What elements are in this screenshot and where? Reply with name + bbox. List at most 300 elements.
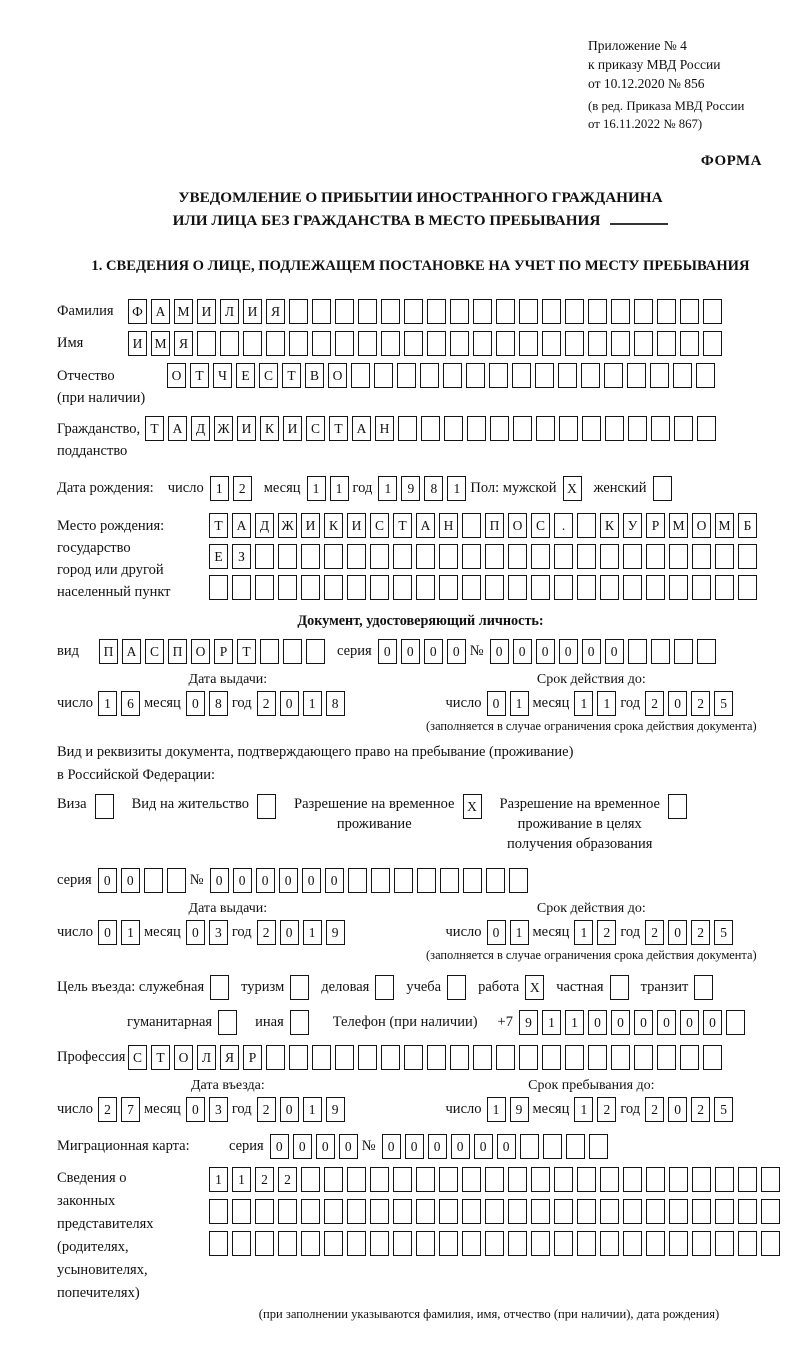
char-cell[interactable] (577, 1167, 596, 1192)
char-cell[interactable]: Р (243, 1045, 262, 1070)
iddoc-issue-day-cells[interactable] (98, 691, 144, 716)
char-cell[interactable] (312, 331, 331, 356)
char-cell[interactable] (657, 331, 676, 356)
char-cell[interactable] (463, 868, 482, 893)
char-cell[interactable] (447, 975, 466, 1000)
char-cell[interactable] (485, 1199, 504, 1224)
char-cell[interactable]: А (151, 299, 170, 324)
birthplace-cells-2[interactable] (209, 544, 761, 569)
char-cell[interactable] (427, 299, 446, 324)
permit-issue-year-cells[interactable] (257, 920, 349, 945)
sex-female-checkbox[interactable] (653, 476, 676, 501)
iddoc-valid-day-cells[interactable] (487, 691, 533, 716)
char-cell[interactable] (531, 1199, 550, 1224)
char-cell[interactable] (397, 363, 416, 388)
char-cell[interactable] (218, 1010, 237, 1035)
char-cell[interactable] (559, 416, 578, 441)
char-cell[interactable] (611, 299, 630, 324)
char-cell[interactable] (462, 513, 481, 538)
char-cell[interactable]: 9 (326, 1097, 345, 1122)
char-cell[interactable]: 2 (257, 920, 276, 945)
char-cell[interactable] (627, 363, 646, 388)
char-cell[interactable] (694, 975, 713, 1000)
char-cell[interactable]: С (259, 363, 278, 388)
char-cell[interactable]: Т (393, 513, 412, 538)
char-cell[interactable] (324, 1199, 343, 1224)
char-cell[interactable]: 2 (597, 1097, 616, 1122)
char-cell[interactable]: 2 (691, 1097, 710, 1122)
char-cell[interactable] (255, 1199, 274, 1224)
phone-cells[interactable] (519, 1010, 749, 1035)
char-cell[interactable] (558, 363, 577, 388)
permit-number-cells[interactable] (210, 868, 532, 893)
char-cell[interactable] (301, 1231, 320, 1256)
char-cell[interactable]: Д (255, 513, 274, 538)
char-cell[interactable] (416, 1199, 435, 1224)
char-cell[interactable] (577, 1231, 596, 1256)
char-cell[interactable] (577, 575, 596, 600)
char-cell[interactable]: 2 (98, 1097, 117, 1122)
char-cell[interactable]: 0 (474, 1134, 493, 1159)
char-cell[interactable]: Т (282, 363, 301, 388)
purpose-other-checkbox[interactable] (290, 1010, 313, 1035)
char-cell[interactable]: Л (197, 1045, 216, 1070)
char-cell[interactable] (370, 1167, 389, 1192)
char-cell[interactable]: 0 (280, 920, 299, 945)
char-cell[interactable] (577, 544, 596, 569)
char-cell[interactable] (393, 1231, 412, 1256)
char-cell[interactable] (220, 331, 239, 356)
char-cell[interactable]: 5 (714, 1097, 733, 1122)
surname-cells[interactable] (128, 299, 726, 324)
char-cell[interactable] (600, 1199, 619, 1224)
char-cell[interactable] (440, 868, 459, 893)
char-cell[interactable] (646, 1199, 665, 1224)
char-cell[interactable] (278, 575, 297, 600)
char-cell[interactable] (577, 1199, 596, 1224)
char-cell[interactable]: 2 (597, 920, 616, 945)
char-cell[interactable] (697, 416, 716, 441)
char-cell[interactable]: 0 (668, 920, 687, 945)
char-cell[interactable]: Н (375, 416, 394, 441)
char-cell[interactable] (668, 794, 687, 819)
char-cell[interactable] (370, 575, 389, 600)
char-cell[interactable]: Р (214, 639, 233, 664)
char-cell[interactable]: Л (220, 299, 239, 324)
char-cell[interactable]: Т (151, 1045, 170, 1070)
char-cell[interactable]: Б (738, 513, 757, 538)
char-cell[interactable]: 0 (121, 868, 140, 893)
char-cell[interactable] (381, 331, 400, 356)
char-cell[interactable] (508, 575, 527, 600)
birth-day-cells[interactable] (210, 476, 256, 501)
char-cell[interactable] (210, 975, 229, 1000)
char-cell[interactable] (623, 1231, 642, 1256)
permit-series-cells[interactable] (98, 868, 190, 893)
char-cell[interactable]: Т (190, 363, 209, 388)
char-cell[interactable] (646, 1231, 665, 1256)
char-cell[interactable]: С (145, 639, 164, 664)
char-cell[interactable] (381, 299, 400, 324)
purpose-official-checkbox[interactable] (210, 975, 233, 1000)
char-cell[interactable]: 9 (510, 1097, 529, 1122)
char-cell[interactable] (531, 1231, 550, 1256)
char-cell[interactable] (508, 1199, 527, 1224)
char-cell[interactable] (358, 299, 377, 324)
char-cell[interactable] (312, 1045, 331, 1070)
char-cell[interactable] (669, 1231, 688, 1256)
char-cell[interactable] (623, 1167, 642, 1192)
char-cell[interactable] (738, 544, 757, 569)
char-cell[interactable]: 1 (510, 920, 529, 945)
char-cell[interactable]: 1 (565, 1010, 584, 1035)
char-cell[interactable] (278, 1199, 297, 1224)
char-cell[interactable]: О (174, 1045, 193, 1070)
char-cell[interactable] (605, 416, 624, 441)
char-cell[interactable]: 0 (98, 920, 117, 945)
char-cell[interactable]: 0 (611, 1010, 630, 1035)
char-cell[interactable] (646, 544, 665, 569)
profession-cells[interactable] (128, 1045, 726, 1070)
char-cell[interactable]: К (324, 513, 343, 538)
entry-year-cells[interactable] (257, 1097, 349, 1122)
char-cell[interactable]: 0 (424, 639, 443, 664)
char-cell[interactable]: 0 (280, 1097, 299, 1122)
char-cell[interactable] (738, 1231, 757, 1256)
char-cell[interactable] (144, 868, 163, 893)
char-cell[interactable] (651, 639, 670, 664)
char-cell[interactable] (358, 1045, 377, 1070)
char-cell[interactable] (444, 416, 463, 441)
char-cell[interactable]: 0 (280, 691, 299, 716)
char-cell[interactable]: А (352, 416, 371, 441)
char-cell[interactable]: П (168, 639, 187, 664)
char-cell[interactable]: И (347, 513, 366, 538)
char-cell[interactable]: Т (237, 639, 256, 664)
char-cell[interactable] (542, 299, 561, 324)
char-cell[interactable]: 3 (209, 920, 228, 945)
char-cell[interactable] (692, 1167, 711, 1192)
char-cell[interactable] (703, 331, 722, 356)
char-cell[interactable] (485, 1231, 504, 1256)
char-cell[interactable]: С (370, 513, 389, 538)
char-cell[interactable]: 0 (302, 868, 321, 893)
char-cell[interactable]: 0 (447, 639, 466, 664)
char-cell[interactable] (283, 639, 302, 664)
char-cell[interactable]: 0 (316, 1134, 335, 1159)
char-cell[interactable] (257, 794, 276, 819)
char-cell[interactable] (485, 575, 504, 600)
char-cell[interactable] (634, 299, 653, 324)
char-cell[interactable] (335, 1045, 354, 1070)
permit-valid-year-cells[interactable] (645, 920, 737, 945)
visa-checkbox[interactable] (95, 794, 118, 819)
iddoc-kind-cells[interactable] (99, 639, 329, 664)
char-cell[interactable] (554, 1231, 573, 1256)
char-cell[interactable]: 5 (714, 691, 733, 716)
char-cell[interactable]: И (283, 416, 302, 441)
char-cell[interactable]: Д (191, 416, 210, 441)
char-cell[interactable] (450, 331, 469, 356)
char-cell[interactable] (351, 363, 370, 388)
char-cell[interactable] (535, 363, 554, 388)
char-cell[interactable] (669, 1167, 688, 1192)
char-cell[interactable]: 0 (378, 639, 397, 664)
char-cell[interactable]: М (174, 299, 193, 324)
iddoc-issue-month-cells[interactable] (186, 691, 232, 716)
char-cell[interactable] (519, 1045, 538, 1070)
purpose-work-checkbox[interactable] (525, 975, 548, 1000)
name-cells[interactable] (128, 331, 726, 356)
char-cell[interactable] (554, 544, 573, 569)
char-cell[interactable] (197, 331, 216, 356)
char-cell[interactable] (290, 975, 309, 1000)
char-cell[interactable] (657, 299, 676, 324)
char-cell[interactable] (600, 1167, 619, 1192)
char-cell[interactable]: 1 (574, 1097, 593, 1122)
char-cell[interactable] (347, 544, 366, 569)
char-cell[interactable]: С (306, 416, 325, 441)
char-cell[interactable]: 0 (325, 868, 344, 893)
char-cell[interactable] (466, 363, 485, 388)
char-cell[interactable]: К (260, 416, 279, 441)
char-cell[interactable]: О (508, 513, 527, 538)
char-cell[interactable]: 5 (714, 920, 733, 945)
char-cell[interactable]: 0 (339, 1134, 358, 1159)
char-cell[interactable]: 1 (307, 476, 326, 501)
char-cell[interactable] (301, 1167, 320, 1192)
char-cell[interactable]: А (416, 513, 435, 538)
char-cell[interactable] (450, 1045, 469, 1070)
purpose-private-checkbox[interactable] (610, 975, 633, 1000)
char-cell[interactable] (324, 1167, 343, 1192)
char-cell[interactable]: 2 (255, 1167, 274, 1192)
char-cell[interactable] (738, 575, 757, 600)
char-cell[interactable] (623, 575, 642, 600)
char-cell[interactable]: 0 (186, 1097, 205, 1122)
char-cell[interactable]: 1 (597, 691, 616, 716)
edu-permit-checkbox[interactable] (668, 794, 691, 819)
char-cell[interactable] (565, 331, 584, 356)
char-cell[interactable]: Т (209, 513, 228, 538)
char-cell[interactable] (542, 1045, 561, 1070)
char-cell[interactable] (416, 1231, 435, 1256)
char-cell[interactable] (508, 544, 527, 569)
char-cell[interactable] (761, 1167, 780, 1192)
char-cell[interactable] (404, 331, 423, 356)
char-cell[interactable] (462, 1231, 481, 1256)
char-cell[interactable]: Н (439, 513, 458, 538)
char-cell[interactable] (623, 1199, 642, 1224)
char-cell[interactable] (703, 299, 722, 324)
char-cell[interactable]: 9 (519, 1010, 538, 1035)
char-cell[interactable] (404, 1045, 423, 1070)
char-cell[interactable] (255, 575, 274, 600)
char-cell[interactable]: 9 (401, 476, 420, 501)
char-cell[interactable]: 1 (487, 1097, 506, 1122)
sex-male-checkbox[interactable] (563, 476, 586, 501)
char-cell[interactable] (600, 575, 619, 600)
char-cell[interactable]: О (692, 513, 711, 538)
char-cell[interactable] (278, 1231, 297, 1256)
char-cell[interactable]: X (525, 975, 544, 1000)
char-cell[interactable]: Я (174, 331, 193, 356)
char-cell[interactable]: З (232, 544, 251, 569)
char-cell[interactable]: П (99, 639, 118, 664)
char-cell[interactable] (324, 1231, 343, 1256)
char-cell[interactable] (95, 794, 114, 819)
iddoc-valid-month-cells[interactable] (574, 691, 620, 716)
char-cell[interactable] (628, 639, 647, 664)
char-cell[interactable] (209, 575, 228, 600)
char-cell[interactable] (489, 363, 508, 388)
char-cell[interactable] (232, 1231, 251, 1256)
char-cell[interactable] (324, 575, 343, 600)
char-cell[interactable] (696, 363, 715, 388)
char-cell[interactable]: 8 (326, 691, 345, 716)
char-cell[interactable]: X (463, 794, 482, 819)
char-cell[interactable]: 2 (645, 691, 664, 716)
char-cell[interactable] (496, 1045, 515, 1070)
char-cell[interactable]: Я (266, 299, 285, 324)
char-cell[interactable] (232, 575, 251, 600)
char-cell[interactable] (347, 1167, 366, 1192)
char-cell[interactable] (577, 513, 596, 538)
char-cell[interactable] (421, 416, 440, 441)
char-cell[interactable]: И (237, 416, 256, 441)
char-cell[interactable] (715, 1167, 734, 1192)
char-cell[interactable]: 0 (256, 868, 275, 893)
char-cell[interactable] (393, 1167, 412, 1192)
char-cell[interactable]: 0 (605, 639, 624, 664)
char-cell[interactable] (761, 1231, 780, 1256)
char-cell[interactable]: 2 (691, 691, 710, 716)
char-cell[interactable]: 1 (209, 1167, 228, 1192)
char-cell[interactable]: У (623, 513, 642, 538)
char-cell[interactable] (394, 868, 413, 893)
char-cell[interactable] (381, 1045, 400, 1070)
char-cell[interactable] (653, 476, 672, 501)
char-cell[interactable] (209, 1231, 228, 1256)
char-cell[interactable] (650, 363, 669, 388)
char-cell[interactable]: 0 (703, 1010, 722, 1035)
char-cell[interactable] (611, 1045, 630, 1070)
char-cell[interactable] (542, 331, 561, 356)
char-cell[interactable] (715, 575, 734, 600)
iddoc-number-cells[interactable] (490, 639, 720, 664)
char-cell[interactable]: Ч (213, 363, 232, 388)
char-cell[interactable] (520, 1134, 539, 1159)
char-cell[interactable] (347, 1199, 366, 1224)
char-cell[interactable]: . (554, 513, 573, 538)
char-cell[interactable] (509, 868, 528, 893)
char-cell[interactable] (374, 363, 393, 388)
char-cell[interactable] (393, 1199, 412, 1224)
char-cell[interactable] (554, 1199, 573, 1224)
permit-valid-month-cells[interactable] (574, 920, 620, 945)
char-cell[interactable] (623, 544, 642, 569)
iddoc-issue-year-cells[interactable] (257, 691, 349, 716)
char-cell[interactable] (473, 1045, 492, 1070)
char-cell[interactable] (443, 363, 462, 388)
char-cell[interactable]: 0 (497, 1134, 516, 1159)
char-cell[interactable] (370, 544, 389, 569)
char-cell[interactable] (536, 416, 555, 441)
char-cell[interactable] (348, 868, 367, 893)
char-cell[interactable]: 0 (588, 1010, 607, 1035)
char-cell[interactable] (427, 1045, 446, 1070)
char-cell[interactable]: 0 (487, 920, 506, 945)
char-cell[interactable] (582, 416, 601, 441)
char-cell[interactable] (289, 1045, 308, 1070)
char-cell[interactable] (634, 1045, 653, 1070)
char-cell[interactable] (255, 544, 274, 569)
char-cell[interactable] (715, 1231, 734, 1256)
char-cell[interactable] (761, 1199, 780, 1224)
char-cell[interactable]: 0 (634, 1010, 653, 1035)
char-cell[interactable]: 6 (121, 691, 140, 716)
char-cell[interactable] (266, 1045, 285, 1070)
char-cell[interactable] (692, 575, 711, 600)
char-cell[interactable] (404, 299, 423, 324)
birthplace-cells-1[interactable] (209, 513, 761, 538)
char-cell[interactable]: М (669, 513, 688, 538)
char-cell[interactable] (610, 975, 629, 1000)
char-cell[interactable] (565, 299, 584, 324)
char-cell[interactable] (508, 1231, 527, 1256)
char-cell[interactable] (289, 331, 308, 356)
char-cell[interactable]: 1 (232, 1167, 251, 1192)
char-cell[interactable] (312, 299, 331, 324)
entry-day-cells[interactable] (98, 1097, 144, 1122)
char-cell[interactable]: И (301, 513, 320, 538)
char-cell[interactable] (324, 544, 343, 569)
char-cell[interactable] (467, 416, 486, 441)
char-cell[interactable]: А (168, 416, 187, 441)
char-cell[interactable] (450, 299, 469, 324)
char-cell[interactable] (692, 1199, 711, 1224)
char-cell[interactable]: О (328, 363, 347, 388)
stay-month-cells[interactable] (574, 1097, 620, 1122)
char-cell[interactable] (673, 363, 692, 388)
char-cell[interactable] (588, 299, 607, 324)
char-cell[interactable]: 1 (303, 1097, 322, 1122)
char-cell[interactable] (554, 1167, 573, 1192)
char-cell[interactable]: 1 (447, 476, 466, 501)
char-cell[interactable]: 0 (680, 1010, 699, 1035)
char-cell[interactable]: 0 (536, 639, 555, 664)
char-cell[interactable] (417, 868, 436, 893)
char-cell[interactable] (462, 1199, 481, 1224)
char-cell[interactable]: Т (145, 416, 164, 441)
char-cell[interactable] (358, 331, 377, 356)
char-cell[interactable]: 8 (209, 691, 228, 716)
char-cell[interactable]: С (128, 1045, 147, 1070)
char-cell[interactable] (260, 639, 279, 664)
char-cell[interactable]: X (563, 476, 582, 501)
char-cell[interactable] (301, 1199, 320, 1224)
char-cell[interactable]: 1 (303, 691, 322, 716)
char-cell[interactable]: 0 (382, 1134, 401, 1159)
patronymic-cells[interactable] (167, 363, 719, 388)
char-cell[interactable]: 9 (326, 920, 345, 945)
char-cell[interactable]: 2 (257, 1097, 276, 1122)
char-cell[interactable] (398, 416, 417, 441)
char-cell[interactable] (565, 1045, 584, 1070)
char-cell[interactable]: 2 (233, 476, 252, 501)
char-cell[interactable] (289, 299, 308, 324)
legal-cells-3[interactable] (209, 1231, 784, 1256)
